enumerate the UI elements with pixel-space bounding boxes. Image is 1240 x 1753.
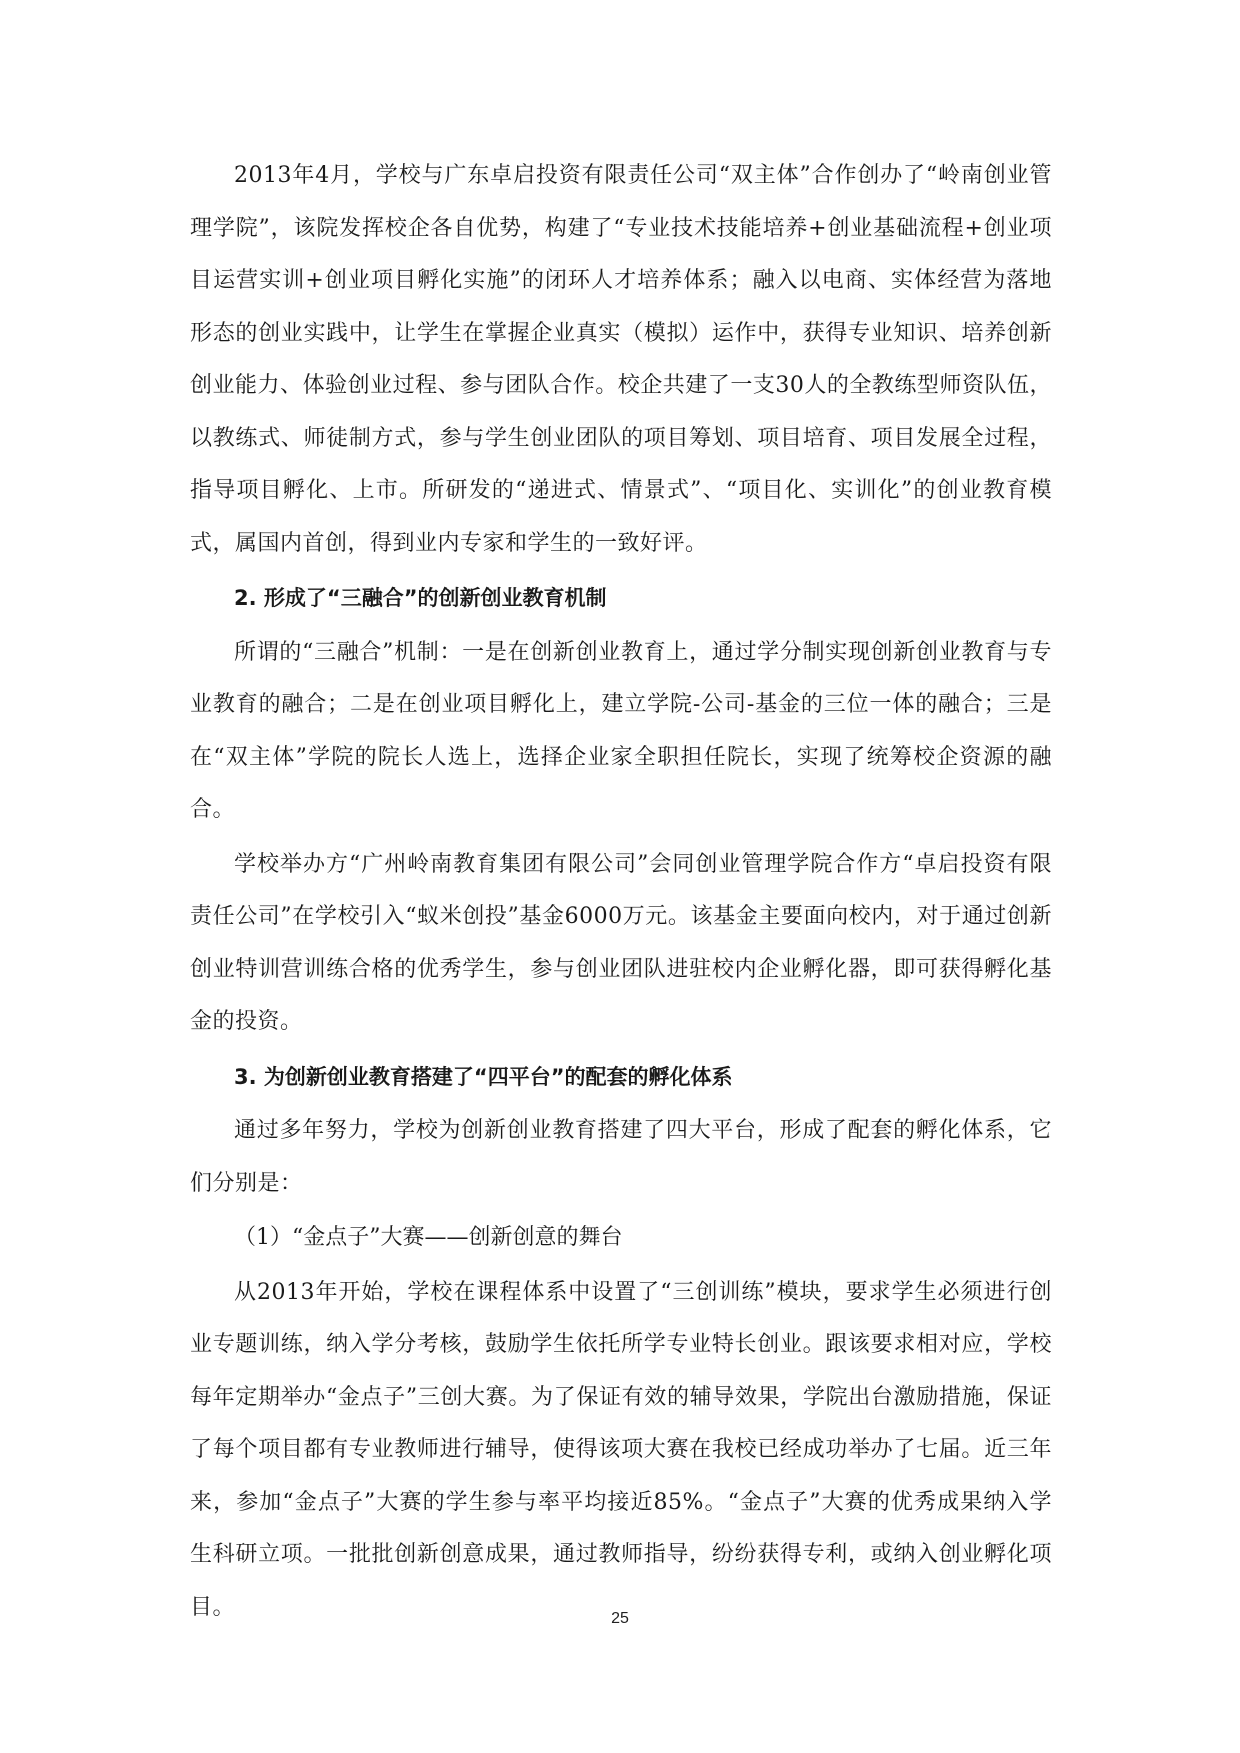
paragraph-lingnan-college: 2013年4月，学校与广东卓启投资有限责任公司“双主体”合作创办了“岭南创业管理学院”，该院发挥校企各自优势，构建了“专业技术技能培养+创业基础流程+创业项目运营实训+创业项目孵化实施”的闭环人才培养体系；融入以电商、实体经营为落地形态的创业实践中，让学生在掌握企业真实（模拟）运作中，获得专业知识、培养创新创业能力、体验创业过程、参与团队合作。校企共建了一支30人的全教练型师资队伍，以教练式、师徒制方式，参与学生创业团队的项目筹划、项目培育、项目发展全过程，指导项目孵化、上市。所研发的“递进式、情景式”、“项目化、实训化”的创业教育模式，属国内首创，得到业内专家和学生的一致好评。 — [190, 163, 1052, 556]
paragraph-ant-rice-fund: 学校举办方“广州岭南教育集团有限公司”会同创业管理学院合作方“卓启投资有限责任公司”在学校引入“蚁米创投”基金6000万元。该基金主要面向校内，对于通过创新创业特训营训练合格的优秀学生，参与创业团队进驻校内企业孵化器，即可获得孵化基金的投资。 — [190, 851, 1052, 1034]
paragraph-golden-idea-contest: 从2013年开始，学校在课程体系中设置了“三创训练”模块，要求学生必须进行创业专题训练，纳入学分考核，鼓励学生依托所学专业特长创业。跟该要求相对应，学校每年定期举办“金点子”三创大赛。为了保证有效的辅导效果，学院出台激励措施，保证了每个项目都有专业教师进行辅导，使得该项大赛在我校已经成功举办了七届。近三年来，参加“金点子”大赛的学生参与率平均接近85%。“金点子”大赛的优秀成果纳入学生科研立项。一批批创新创意成果，通过教师指导，纷纷获得专利，或纳入创业孵化项目。 — [190, 1279, 1052, 1620]
section-heading-four-platforms: 3. 为创新创业教育搭建了“四平台”的配套的孵化体系 — [234, 1064, 733, 1089]
subsection-heading-golden-idea: （1）“金点子”大赛——创新创意的舞台 — [234, 1225, 623, 1250]
page-body — [190, 150, 1052, 1636]
paragraph-three-integration-mechanism: 所谓的“三融合”机制：一是在创新创业教育上，通过学分制实现创新创业教育与专业教育的融合；二是在创业项目孵化上，建立学院-公司-基金的三位一体的融合；三是在“双主体”学院的院长人选上，选择企业家全职担任院长，实现了统筹校企资源的融合。 — [190, 639, 1052, 822]
paragraph-four-platforms-intro: 通过多年努力，学校为创新创业教育搭建了四大平台，形成了配套的孵化体系，它们分别是： — [190, 1118, 1052, 1196]
page-number: 25 — [611, 1610, 629, 1627]
section-heading-three-integration: 2. 形成了“三融合”的创新创业教育机制 — [234, 586, 607, 610]
